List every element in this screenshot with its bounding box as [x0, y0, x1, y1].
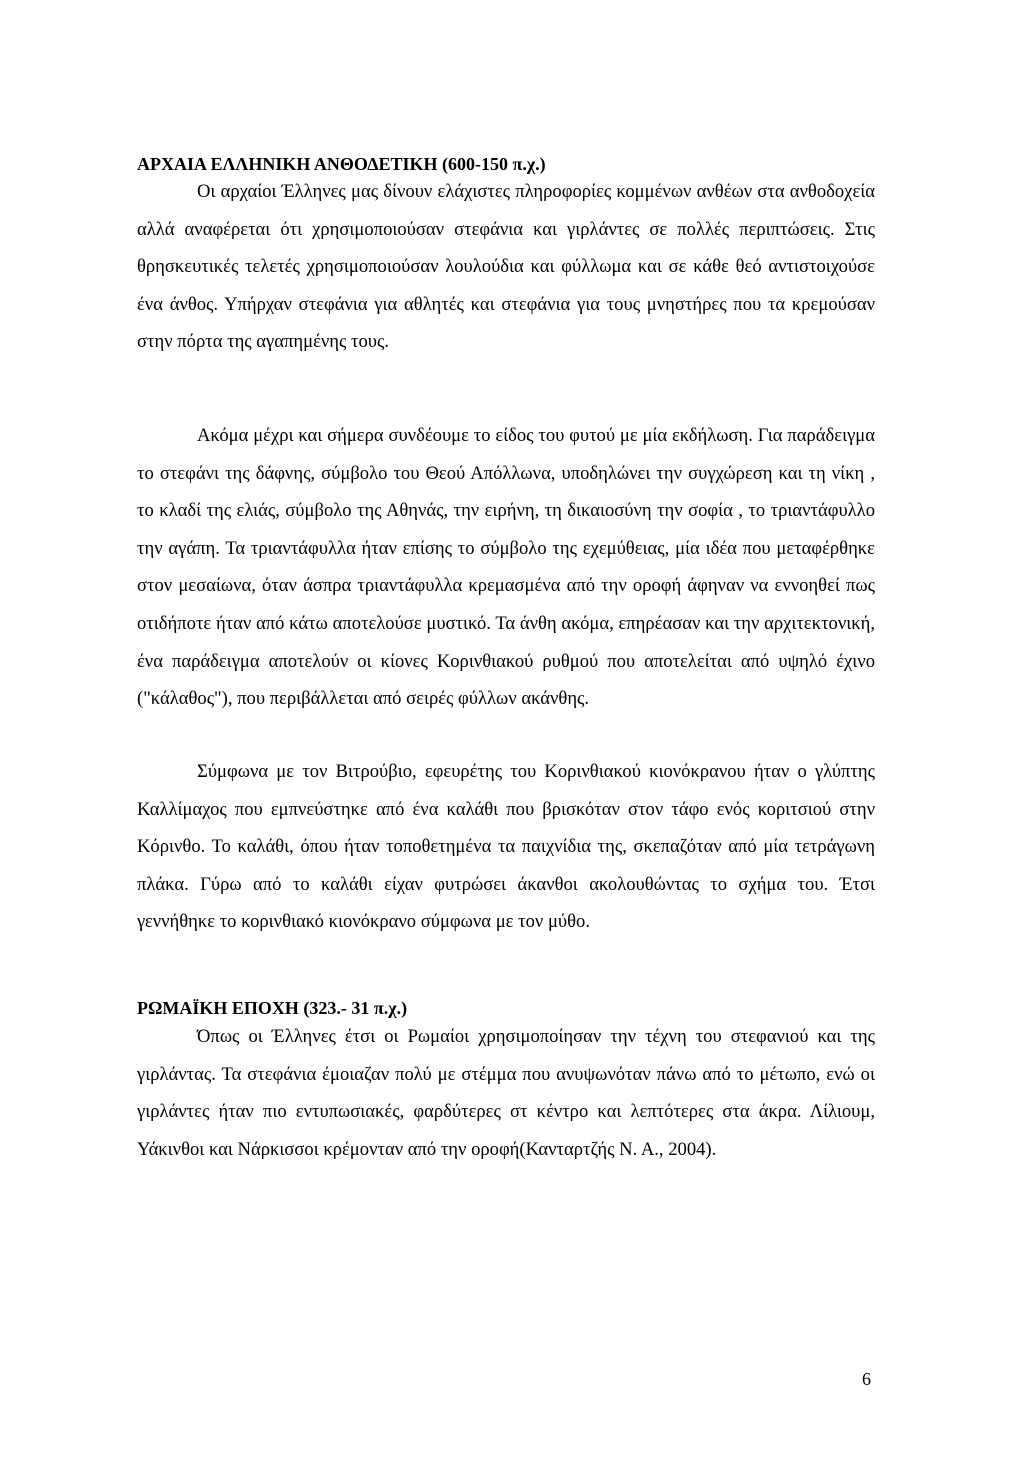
paragraph-corinthian-capital: Σύμφωνα με τον Βιτρούβιο, εφευρέτης του Κορινθιακού κιονόκρανου ήταν ο γλύπτης Καλλίμαχος που εμπνεύστηκε από ένα καλάθι που βρισκόταν στον τάφο ενός κοριτσιού στην Κόρινθο. Το καλάθι, όπου ήταν τοποθετημένα τα παιχνίδια της, σκεπαζόταν από μία τετράγωνη πλάκα. Γύρω από το καλάθι είχαν φυτρώσει άκανθοι ακολουθώντας το σχήμα του. Έτσι γεννήθηκε το κορινθιακό κιονόκρανο σύμφωνα με τον μύθο. [137, 761, 875, 933]
section-heading-ancient-greek: ΑΡΧΑΙΑ ΕΛΛΗΝΙΚΗ ΑΝΘΟΔΕΤΙΚΗ (600-150 π.χ.) [137, 154, 546, 174]
section-heading-roman-era: ΡΩΜΑΪΚΗ ΕΠΟΧΗ (323.- 31 π.χ.) [137, 998, 408, 1018]
paragraph-greek-wreaths: Οι αρχαίοι Έλληνες μας δίνουν ελάχιστες πληροφορίες κομμένων ανθέων στα ανθοδοχεία αλλά αναφέρεται ότι χρησιμοποιούσαν στεφάνια και γιρλάντες σε πολλές περιπτώσεις. Στις θρησκευτικές τελετές χρησιμοποιούσαν λουλούδια και φύλλωμα και σε κάθε θεό αντιστοιχούσε ένα άνθος. Υπήρχαν στεφάνια για αθλητές και στεφάνια για τους μνηστήρες που τα κρεμούσαν στην πόρτα της αγαπημένης τους. [137, 181, 875, 353]
page-number: 6 [862, 1369, 871, 1389]
paragraph-roman-garlands: Όπως οι Έλληνες έτσι οι Ρωμαίοι χρησιμοποίησαν την τέχνη του στεφανιού και της γιρλάντας. Τα στεφάνια έμοιαζαν πολύ με στέμμα που ανυψωνόταν πάνω από το μέτωπο, ενώ οι γιρλάντες ήταν πιο εντυπωσιακές, φαρδύτερες στ κέντρο και λεπτότερες στα άκρα. Λίλιουμ, Υάκινθοι και Νάρκισσοι κρέμονταν από την οροφή(Κανταρτζής Ν. Α., 2004). [137, 1026, 875, 1160]
paragraph-plant-symbolism: Ακόμα μέχρι και σήμερα συνδέουμε το είδος του φυτού με μία εκδήλωση. Για παράδειγμα το στεφάνι της δάφνης, σύμβολο του Θεού Απόλλωνα, υποδηλώνει την συγχώρεση και τη νίκη , το κλαδί της ελιάς, σύμβολο της Αθηνάς, την ειρήνη, τη δικαιοσύνη την σοφία , το τριαντάφυλλο την αγάπη. Τα τριαντάφυλλα ήταν επίσης το σύμβολο της εχεμύθειας, μία ιδέα που μεταφέρθηκε στον μεσαίωνα, όταν άσπρα τριαντάφυλλα κρεμασμένα από την οροφή άφηναν να εννοηθεί πως οτιδήποτε ήταν από κάτω αποτελούσε μυστικό. Τα άνθη ακόμα, επηρέασαν και την αρχιτεκτονική, ένα παράδειγμα αποτελούν οι κίονες Κορινθιακού ρυθμού που αποτελείται από υψηλό έχινο ("κάλαθος"), που περιβάλλεται από σειρές φύλλων ακάνθης. [137, 425, 875, 710]
